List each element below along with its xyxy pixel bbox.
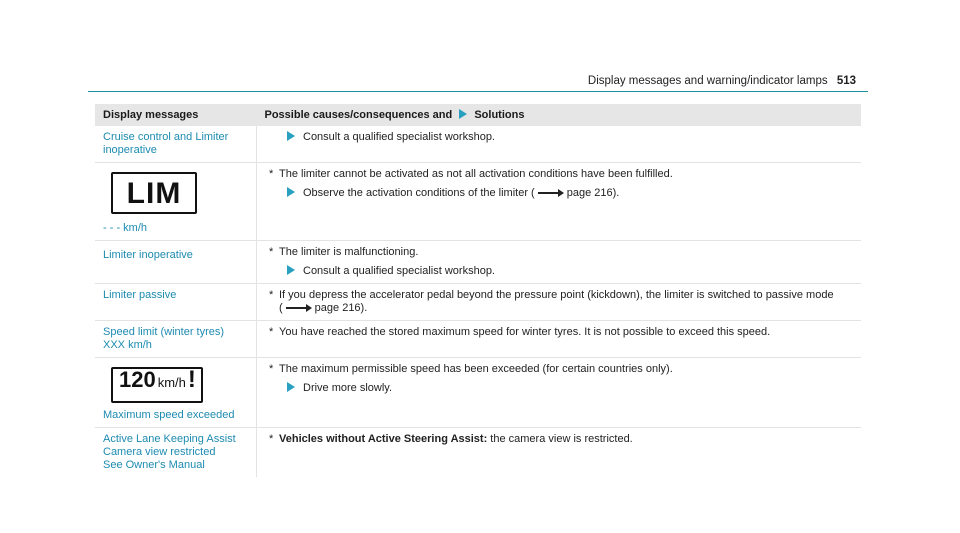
solution-cell — [257, 241, 862, 284]
cause-item: * The limiter cannot be activated as not all activation conditions have been fulfilled. — [269, 168, 673, 180]
message-text: See Owner's Manual — [103, 459, 205, 471]
message-cell — [95, 284, 257, 321]
table-row — [95, 321, 861, 358]
message-text: Limiter inoperative — [103, 249, 193, 261]
table-row — [95, 284, 861, 321]
message-cell — [95, 358, 257, 428]
speed-limit-indicator-icon: 120 km/h ! — [111, 367, 203, 403]
cause-item: * Vehicles without Active Steering Assist: the camera view is restricted. — [269, 433, 633, 445]
bullet-asterisk: * — [269, 363, 274, 375]
message-text: Speed limit (winter tyres) — [103, 326, 225, 338]
header-rule — [88, 91, 868, 92]
table-row — [95, 163, 861, 241]
message-cell — [95, 428, 257, 478]
message-text: Cruise control and Limiter — [103, 131, 229, 143]
action-arrow-icon — [287, 187, 295, 197]
column-header-solutions: Possible causes/consequences and Solutions — [257, 104, 862, 126]
action-item: Observe the activation conditions of the limiter ( page 216). — [287, 187, 853, 200]
message-text: Active Lane Keeping Assist — [103, 433, 236, 445]
bullet-asterisk: * — [269, 326, 274, 338]
action-arrow-icon — [287, 382, 295, 392]
limiter-indicator-icon: LIM — [111, 172, 197, 214]
bullet-asterisk: * — [269, 289, 274, 301]
bullet-asterisk: * — [269, 168, 274, 180]
message-cell — [95, 163, 257, 241]
page-reference-link[interactable]: page 216). — [566, 187, 620, 199]
bullet-asterisk: * — [269, 246, 274, 258]
solution-arrow-icon — [459, 109, 467, 119]
message-text: Camera view restricted — [103, 446, 216, 458]
solution-cell — [257, 321, 862, 358]
page-reference-link[interactable]: page 216). — [314, 302, 368, 314]
action-item: Consult a qualified specialist workshop. — [287, 131, 853, 144]
page-header — [588, 75, 856, 87]
table-row — [95, 428, 861, 478]
solution-cell — [257, 284, 862, 321]
action-arrow-icon — [287, 265, 295, 275]
solution-cell — [257, 428, 862, 478]
cause-item: * The limiter is malfunctioning. — [269, 246, 419, 258]
bullet-asterisk: * — [269, 433, 274, 445]
page-reference-arrow-icon — [286, 304, 312, 312]
message-text: inoperative — [103, 144, 157, 156]
table-header-row — [95, 104, 861, 126]
page-number: 513 — [836, 75, 856, 87]
cause-item: * You have reached the stored maximum speed for winter tyres. It is not possible to exceed this speed. — [269, 326, 771, 338]
display-messages-table — [95, 104, 861, 477]
cause-item: * If you depress the accelerator pedal beyond the pressure point (kickdown), the limiter is switched to passive mode ( page 216). — [269, 289, 834, 314]
action-item: Drive more slowly. — [287, 382, 853, 395]
message-cell — [95, 321, 257, 358]
table-row — [95, 241, 861, 284]
page-reference-arrow-icon — [538, 189, 564, 197]
message-text: Limiter passive — [103, 289, 177, 301]
cause-item: * The maximum permissible speed has been exceeded (for certain countries only). — [269, 363, 673, 375]
header-title: Display messages and warning/indicator lamps — [587, 75, 828, 87]
message-cell — [95, 241, 257, 284]
message-text: - - - km/h — [103, 222, 147, 234]
solution-cell — [257, 163, 862, 241]
column-header-messages: Display messages — [95, 104, 257, 126]
solution-cell — [257, 358, 862, 428]
table-row — [95, 358, 861, 428]
table-row — [95, 126, 861, 163]
message-text: Maximum speed exceeded — [103, 409, 235, 421]
action-item: Consult a qualified specialist workshop. — [287, 265, 853, 278]
action-arrow-icon — [287, 131, 295, 141]
message-text: XXX km/h — [103, 339, 152, 351]
solution-cell — [257, 126, 862, 163]
message-cell — [95, 126, 257, 163]
